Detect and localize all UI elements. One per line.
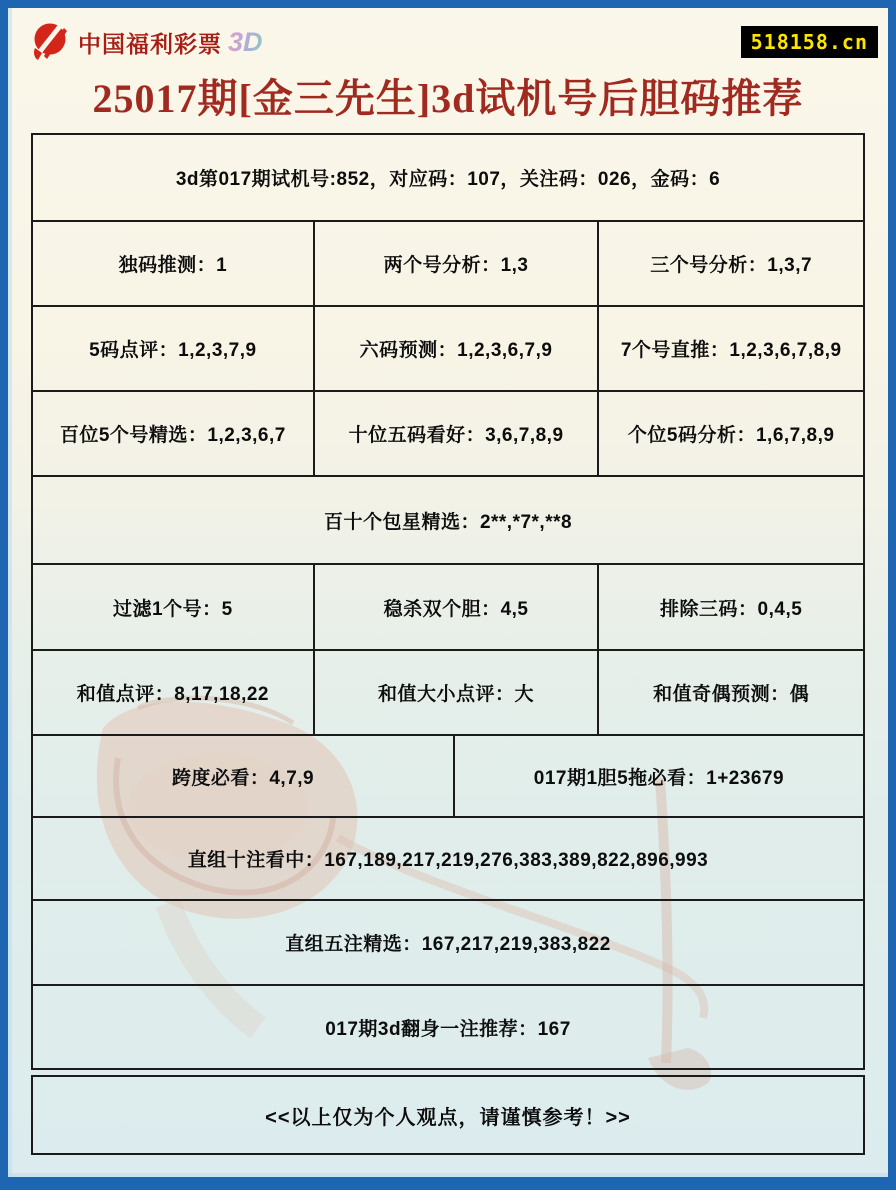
table-cell: 跨度必看：4,7,9 bbox=[171, 767, 315, 789]
table-cell: 三个号分析：1,3,7 bbox=[597, 222, 863, 305]
table-row bbox=[33, 563, 863, 649]
site-badge: 518158.cn bbox=[741, 26, 878, 58]
table-cell: 稳杀双个胆：4,5 bbox=[313, 565, 598, 649]
table-cell: 百位5个号精选：1,2,3,6,7 bbox=[59, 425, 286, 446]
table-row bbox=[33, 649, 863, 734]
table-cell: 六码预测：1,2,3,6,7,9 bbox=[313, 307, 598, 390]
page-background bbox=[8, 8, 888, 1177]
table-row bbox=[33, 816, 863, 899]
disclaimer-box bbox=[31, 1075, 865, 1155]
table-row bbox=[33, 899, 863, 984]
page-title: 25017期[金三先生]3d试机号后胆码推荐 bbox=[92, 76, 804, 121]
table-cell: 017期1胆5拖必看：1+23679 bbox=[453, 736, 863, 816]
table-cell: 017期3d翻身一注推荐：167 bbox=[325, 1018, 571, 1040]
table-cell: 直组十注看中：167,189,217,219,276,383,389,822,896,993 bbox=[187, 850, 709, 871]
table-row bbox=[33, 135, 863, 220]
table-cell: 和值大小点评：大 bbox=[313, 651, 598, 734]
cwl-logo-icon bbox=[30, 20, 70, 64]
table-cell: 独码推测：1 bbox=[118, 255, 228, 276]
table-row bbox=[33, 734, 863, 816]
table-cell: 十位五码看好：3,6,7,8,9 bbox=[313, 392, 598, 475]
table-cell: 5码点评：1,2,3,7,9 bbox=[89, 340, 257, 361]
brand-name: 中国福利彩票 bbox=[78, 30, 222, 57]
table-cell: 和值点评：8,17,18,22 bbox=[76, 684, 269, 705]
table-cell: 个位5码分析：1,6,7,8,9 bbox=[597, 392, 863, 475]
table-row bbox=[33, 305, 863, 390]
table-row bbox=[33, 390, 863, 475]
prediction-board bbox=[31, 133, 865, 1070]
header bbox=[8, 8, 888, 72]
disclaimer-text: <<以上仅为个人观点，请谨慎参考！>> bbox=[265, 1106, 631, 1129]
table-row bbox=[33, 984, 863, 1068]
table-cell: 直组五注精选：167,217,219,383,822 bbox=[285, 934, 611, 955]
table-cell: 3d第017期试机号:852，对应码：107，关注码：026，金码：6 bbox=[175, 169, 721, 190]
table-cell: 两个号分析：1,3 bbox=[313, 222, 598, 305]
table-cell: 排除三码：0,4,5 bbox=[597, 565, 863, 649]
brand bbox=[30, 20, 263, 64]
table-row bbox=[33, 220, 863, 305]
table-cell: 和值奇偶预测：偶 bbox=[597, 651, 863, 734]
table-row bbox=[33, 475, 863, 563]
brand-3d-label: 3D bbox=[228, 26, 263, 57]
table-cell: 过滤1个号：5 bbox=[113, 598, 233, 620]
table-cell: 7个号直推：1,2,3,6,7,8,9 bbox=[597, 307, 863, 390]
table-cell: 百十个包星精选：2**,*7*,**8 bbox=[323, 511, 573, 533]
